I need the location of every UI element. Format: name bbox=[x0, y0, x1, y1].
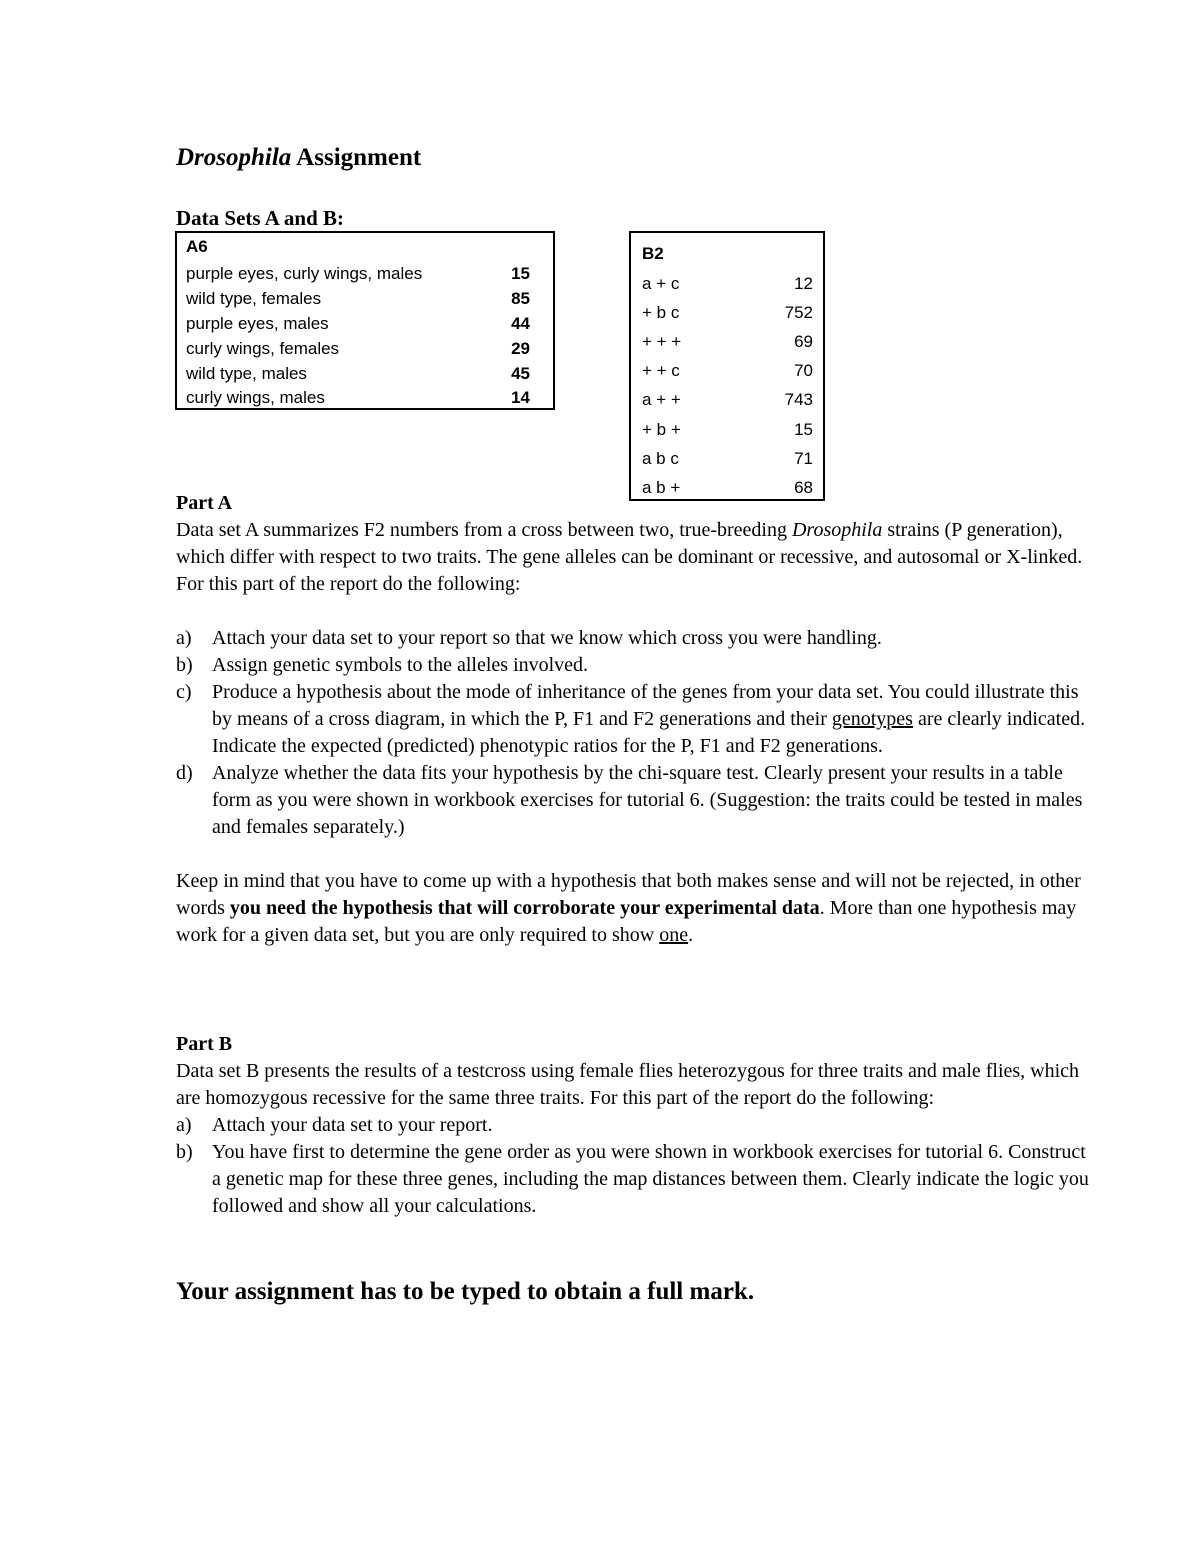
list-item-text: Produce a hypothesis about the mode of inheritance of the genes from your data set. You could illustrate this by means of a cross diagram, in which the P, F1 and F2 generations and their bbox=[212, 681, 1079, 730]
list-item bbox=[176, 652, 1096, 679]
part-b-section bbox=[176, 1031, 1096, 1220]
table-row bbox=[642, 269, 813, 299]
row-label: wild type, males bbox=[186, 364, 307, 383]
list-item bbox=[176, 1112, 1096, 1139]
row-label: purple eyes, curly wings, males bbox=[186, 264, 423, 283]
part-b-list bbox=[176, 1112, 1096, 1220]
row-value: 14 bbox=[511, 388, 530, 407]
row-value: 44 bbox=[511, 314, 530, 333]
list-item-text: Attach your data set to your report. bbox=[212, 1114, 493, 1136]
note-bold: you need the hypothesis that will corroborate your experimental data bbox=[229, 897, 820, 919]
part-a-note bbox=[176, 868, 1096, 949]
note-underlined: one bbox=[659, 924, 689, 946]
list-item bbox=[176, 1139, 1096, 1220]
part-a-section bbox=[176, 490, 1096, 949]
row-label: a + + bbox=[642, 390, 681, 409]
list-marker: b) bbox=[176, 1141, 193, 1163]
row-label: + b + bbox=[642, 420, 681, 439]
list-item bbox=[176, 760, 1096, 841]
list-item-text: Assign genetic symbols to the alleles involved. bbox=[212, 654, 589, 676]
intro-text: Data set A summarizes F2 numbers from a cross between two, true-breeding bbox=[176, 519, 792, 541]
list-item-text: You have first to determine the gene order as you were shown in workbook exercises for tutorial 6. Construct a genetic map for these three genes, including the map distances between them. Clearly indicate the logic you followed and show all your calculations. bbox=[212, 1141, 1089, 1217]
table-row bbox=[186, 385, 530, 410]
row-value: 743 bbox=[784, 390, 813, 409]
title-rest: Assignment bbox=[291, 144, 422, 171]
row-label: + + c bbox=[642, 361, 680, 380]
intro-italic: Drosophila bbox=[791, 519, 883, 541]
underlined-term: genotypes bbox=[831, 708, 913, 730]
final-note: Your assignment has to be typed to obtain a full mark. bbox=[176, 1278, 755, 1305]
row-value: 71 bbox=[794, 449, 813, 468]
row-value: 85 bbox=[511, 289, 530, 308]
list-item-text: are clearly indicated. Indicate the expected (predicted) phenotypic ratios for the P, F1 and F2 generations. bbox=[212, 708, 1086, 757]
row-value: 68 bbox=[794, 478, 813, 497]
row-label: wild type, females bbox=[186, 289, 322, 308]
row-label: a b + bbox=[642, 478, 681, 497]
table-a-label: A6 bbox=[186, 237, 208, 256]
row-label: curly wings, males bbox=[186, 388, 325, 407]
page-title bbox=[176, 142, 421, 174]
table-row bbox=[642, 298, 813, 328]
part-a-list bbox=[176, 625, 1096, 841]
row-label: purple eyes, males bbox=[186, 314, 329, 333]
part-b-intro: Data set B presents the results of a testcross using female flies heterozygous for three traits and male flies, which are homozygous recessive for the same three traits. For this part of the report do the following: bbox=[176, 1060, 1080, 1109]
table-row bbox=[186, 361, 530, 386]
note-text: Keep in mind that you have to come up with a hypothesis that both makes sense and will not be rejected, in other words bbox=[176, 870, 1081, 919]
list-marker: b) bbox=[176, 654, 193, 676]
title-italic: Drosophila bbox=[176, 144, 292, 171]
data-table-a bbox=[175, 231, 555, 410]
row-label: a + c bbox=[642, 274, 680, 293]
note-text: . More than one hypothesis may work for a given data set, but you are only required to show bbox=[176, 897, 1077, 946]
note-text: . bbox=[688, 924, 694, 946]
part-a-heading: Part A bbox=[176, 492, 233, 514]
part-a-intro bbox=[176, 517, 1096, 598]
row-value: 45 bbox=[511, 364, 530, 383]
row-value: 12 bbox=[794, 274, 813, 293]
table-row bbox=[642, 385, 813, 415]
list-marker: a) bbox=[176, 627, 192, 649]
intro-text: strains (P generation), which differ with respect to two traits. The gene alleles can be dominant or recessive, and autosomal or X-linked. For this part of the report do the following: bbox=[176, 519, 1083, 595]
list-item bbox=[176, 679, 1096, 760]
row-value: 15 bbox=[794, 420, 813, 439]
list-marker: c) bbox=[176, 681, 192, 703]
row-label: a b c bbox=[642, 449, 679, 468]
table-row bbox=[186, 311, 530, 336]
list-marker: a) bbox=[176, 1114, 192, 1136]
row-value: 29 bbox=[511, 339, 530, 358]
table-row bbox=[642, 327, 813, 357]
row-value: 752 bbox=[784, 303, 813, 322]
table-b-label: B2 bbox=[642, 244, 664, 263]
row-label: + + + bbox=[642, 332, 682, 351]
part-b-heading: Part B bbox=[176, 1033, 233, 1055]
table-row bbox=[642, 356, 813, 386]
list-marker: d) bbox=[176, 762, 193, 784]
row-value: 70 bbox=[794, 361, 813, 380]
list-item-text: Analyze whether the data fits your hypothesis by the chi-square test. Clearly present your results in a table form as you were shown in workbook exercises for tutorial 6. (Suggestion: the traits could be tested in males and females separately.) bbox=[212, 762, 1083, 838]
datasets-heading: Data Sets A and B: bbox=[176, 206, 345, 230]
table-row bbox=[186, 261, 530, 286]
table-row bbox=[186, 336, 530, 361]
table-row bbox=[642, 444, 813, 474]
table-row bbox=[642, 415, 813, 445]
row-label: curly wings, females bbox=[186, 339, 340, 358]
table-row bbox=[186, 286, 530, 311]
list-item bbox=[176, 625, 1096, 652]
list-item-text: Attach your data set to your report so that we know which cross you were handling. bbox=[212, 627, 882, 649]
row-label: + b c bbox=[642, 303, 680, 322]
row-value: 69 bbox=[794, 332, 813, 351]
row-value: 15 bbox=[511, 264, 530, 283]
data-table-b bbox=[629, 231, 825, 501]
